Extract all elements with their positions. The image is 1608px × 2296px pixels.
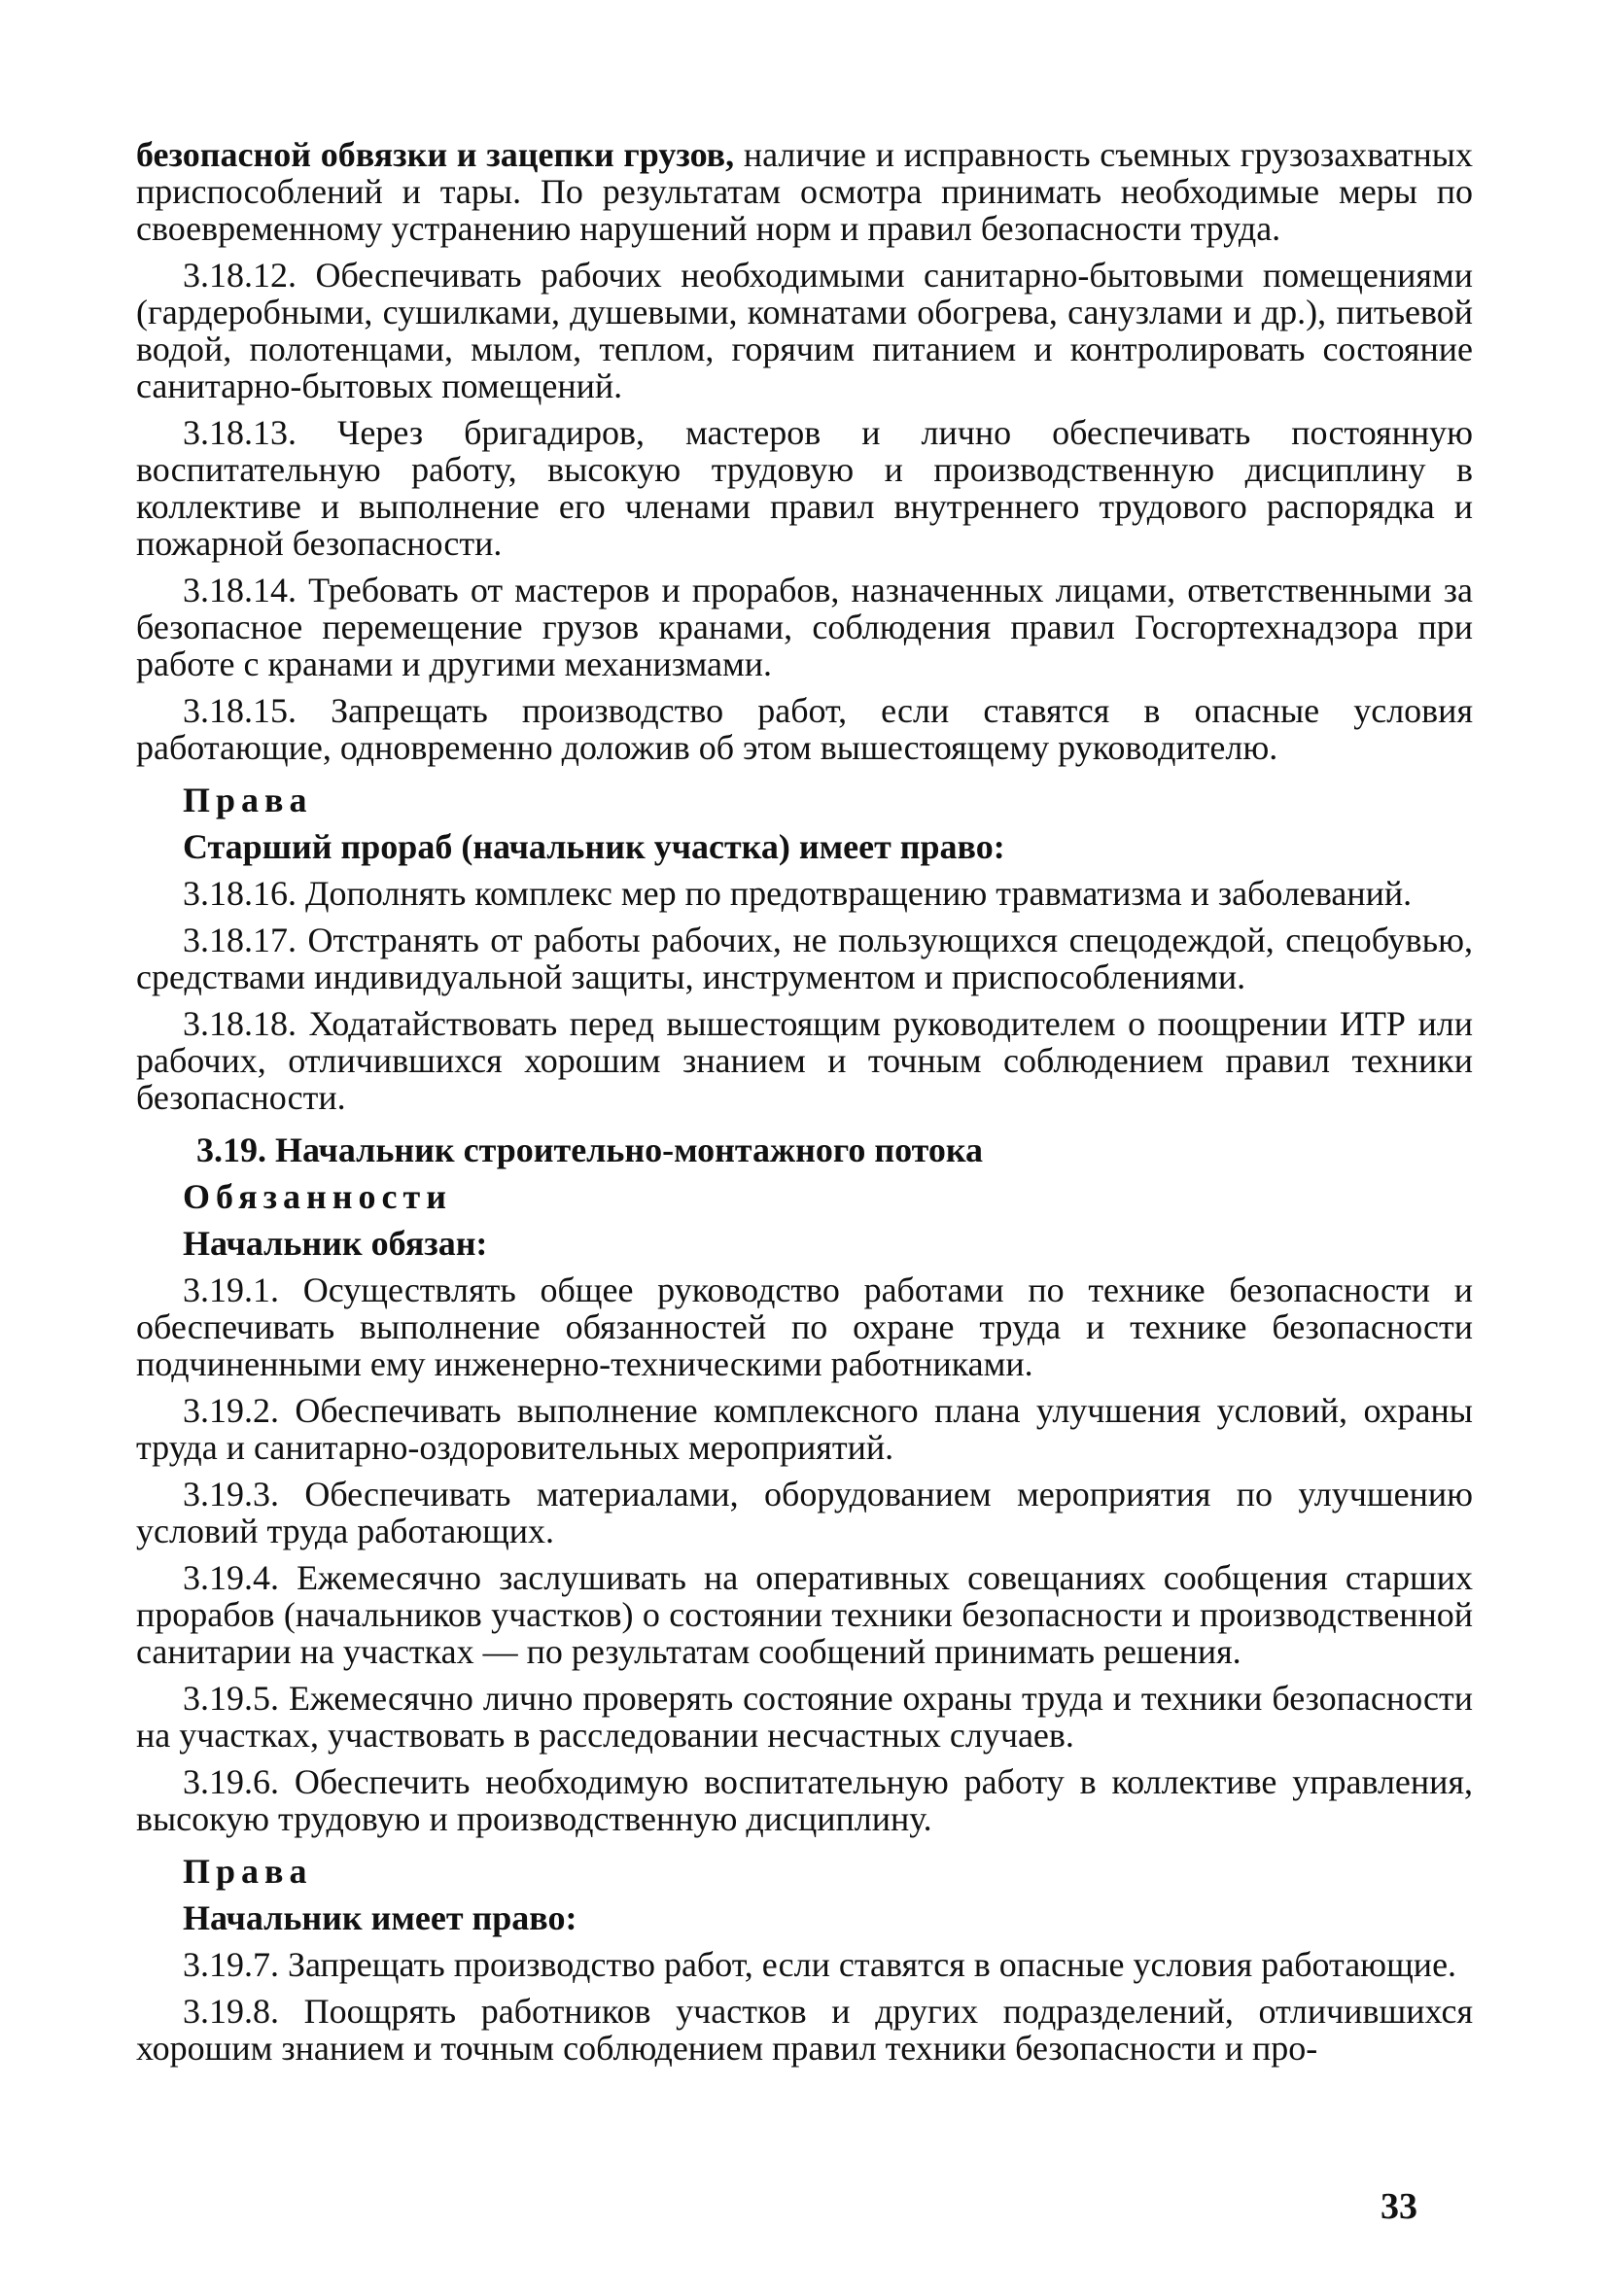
paragraph-3-18-18: 3.18.18. Ходатайствовать перед вышестоящим руководителем о поощрении ИТР или рабочих, отличившихся хорошим знанием и точным соблюдением правил техники безопасности. [136,1004,1473,1117]
rights-intro: Старший прораб (начальник участка) имеет право: [183,827,1005,866]
paragraph-3-19-5: 3.19.5. Ежемесячно лично проверять состояние охраны труда и техники безопасности на участках, участвовать в расследовании несчастных случаев. [136,1679,1473,1755]
continuation-bold-lead: безопасной обвязки и зацепки грузов, [136,135,735,174]
paragraph-3-19-3: 3.19.3. Обеспечивать материалами, оборудованием мероприятия по улучшению условий труда работающих. [136,1475,1473,1550]
paragraph-3-18-17: 3.18.17. Отстранять от работы рабочих, не пользующихся спецодеждой, спецобувью, средствами индивидуальной защиты, инструментом и приспособлениями. [136,921,1473,996]
section-heading-3-19: 3.19. Начальник строительно-монтажного потока [196,1131,984,1169]
continuation-paragraph [136,136,1473,247]
paragraph-3-19-6: 3.19.6. Обеспечить необходимую воспитательную работу в коллективе управления, высокую трудовую и производственную дисциплину. [136,1762,1473,1838]
continuation-text: наличие и исправность съемных грузозахватных приспособлений и тары. По результатам осмотра принимать необходимые меры по своевременному устранению нарушений норм и правил безопасности труда. [136,135,1473,248]
rights-intro-2: Начальник имеет право: [183,1898,577,1937]
paragraph-3-19-2: 3.19.2. Обеспечивать выполнение комплексного плана улучшения условий, охраны труда и санитарно-оздоровительных мероприятий. [136,1391,1473,1467]
rights-heading-2: Права [183,1852,313,1891]
duties-intro: Начальник обязан: [183,1224,488,1263]
paragraph-3-18-13: 3.18.13. Через бригадиров, мастеров и лично обеспечивать постоянную воспитательную работу, высокую трудовую и производственную дисциплину в коллективе и выполнение его членами правил внутреннего трудового распорядка и пожарной безопасности. [136,413,1473,563]
paragraph-3-18-14: 3.18.14. Требовать от мастеров и прорабов, назначенных лицами, ответственными за безопасное перемещение грузов кранами, соблюдения правил Госгортехнадзора при работе с кранами и другими механизмами. [136,571,1473,683]
paragraph-3-18-12: 3.18.12. Обеспечивать рабочих необходимыми санитарно-бытовыми помещениями (гардеробными, сушилками, душевыми, комнатами обогрева, санузлами и др.), питьевой водой, полотенцами, мылом, теплом, горячим питанием и контролировать состояние санитарно-бытовых помещений. [136,256,1473,405]
paragraph-3-18-15: 3.18.15. Запрещать производство работ, если ставятся в опасные условия работающие, одновременно доложив об этом вышестоящему руководителю. [136,691,1473,767]
paragraph-3-19-4: 3.19.4. Ежемесячно заслушивать на оперативных совещаниях сообщения старших прорабов (начальников участков) о состоянии техники безопасности и производственной санитарии на участках — по результатам сообщений принимать решения. [136,1558,1473,1671]
paragraph-3-19-7: 3.19.7. Запрещать производство работ, если ставятся в опасные условия работающие. [183,1945,1457,1984]
rights-heading: Права [183,781,313,819]
paragraph-3-19-1: 3.19.1. Осуществлять общее руководство работами по технике безопасности и обеспечивать выполнение обязанностей по охране труда и технике безопасности подчиненными ему инженерно-техническими работниками. [136,1270,1473,1383]
duties-heading: Обязанности [183,1177,452,1216]
paragraph-3-19-8: 3.19.8. Поощрять работников участков и других подразделений, отличившихся хорошим знанием и точным соблюдением правил техники безопасности и про- [136,1992,1473,2068]
paragraph-3-18-16: 3.18.16. Дополнять комплекс мер по предотвращению травматизма и заболеваний. [183,874,1413,913]
page-number: 33 [1381,2186,1417,2227]
document-page [136,136,1473,2076]
